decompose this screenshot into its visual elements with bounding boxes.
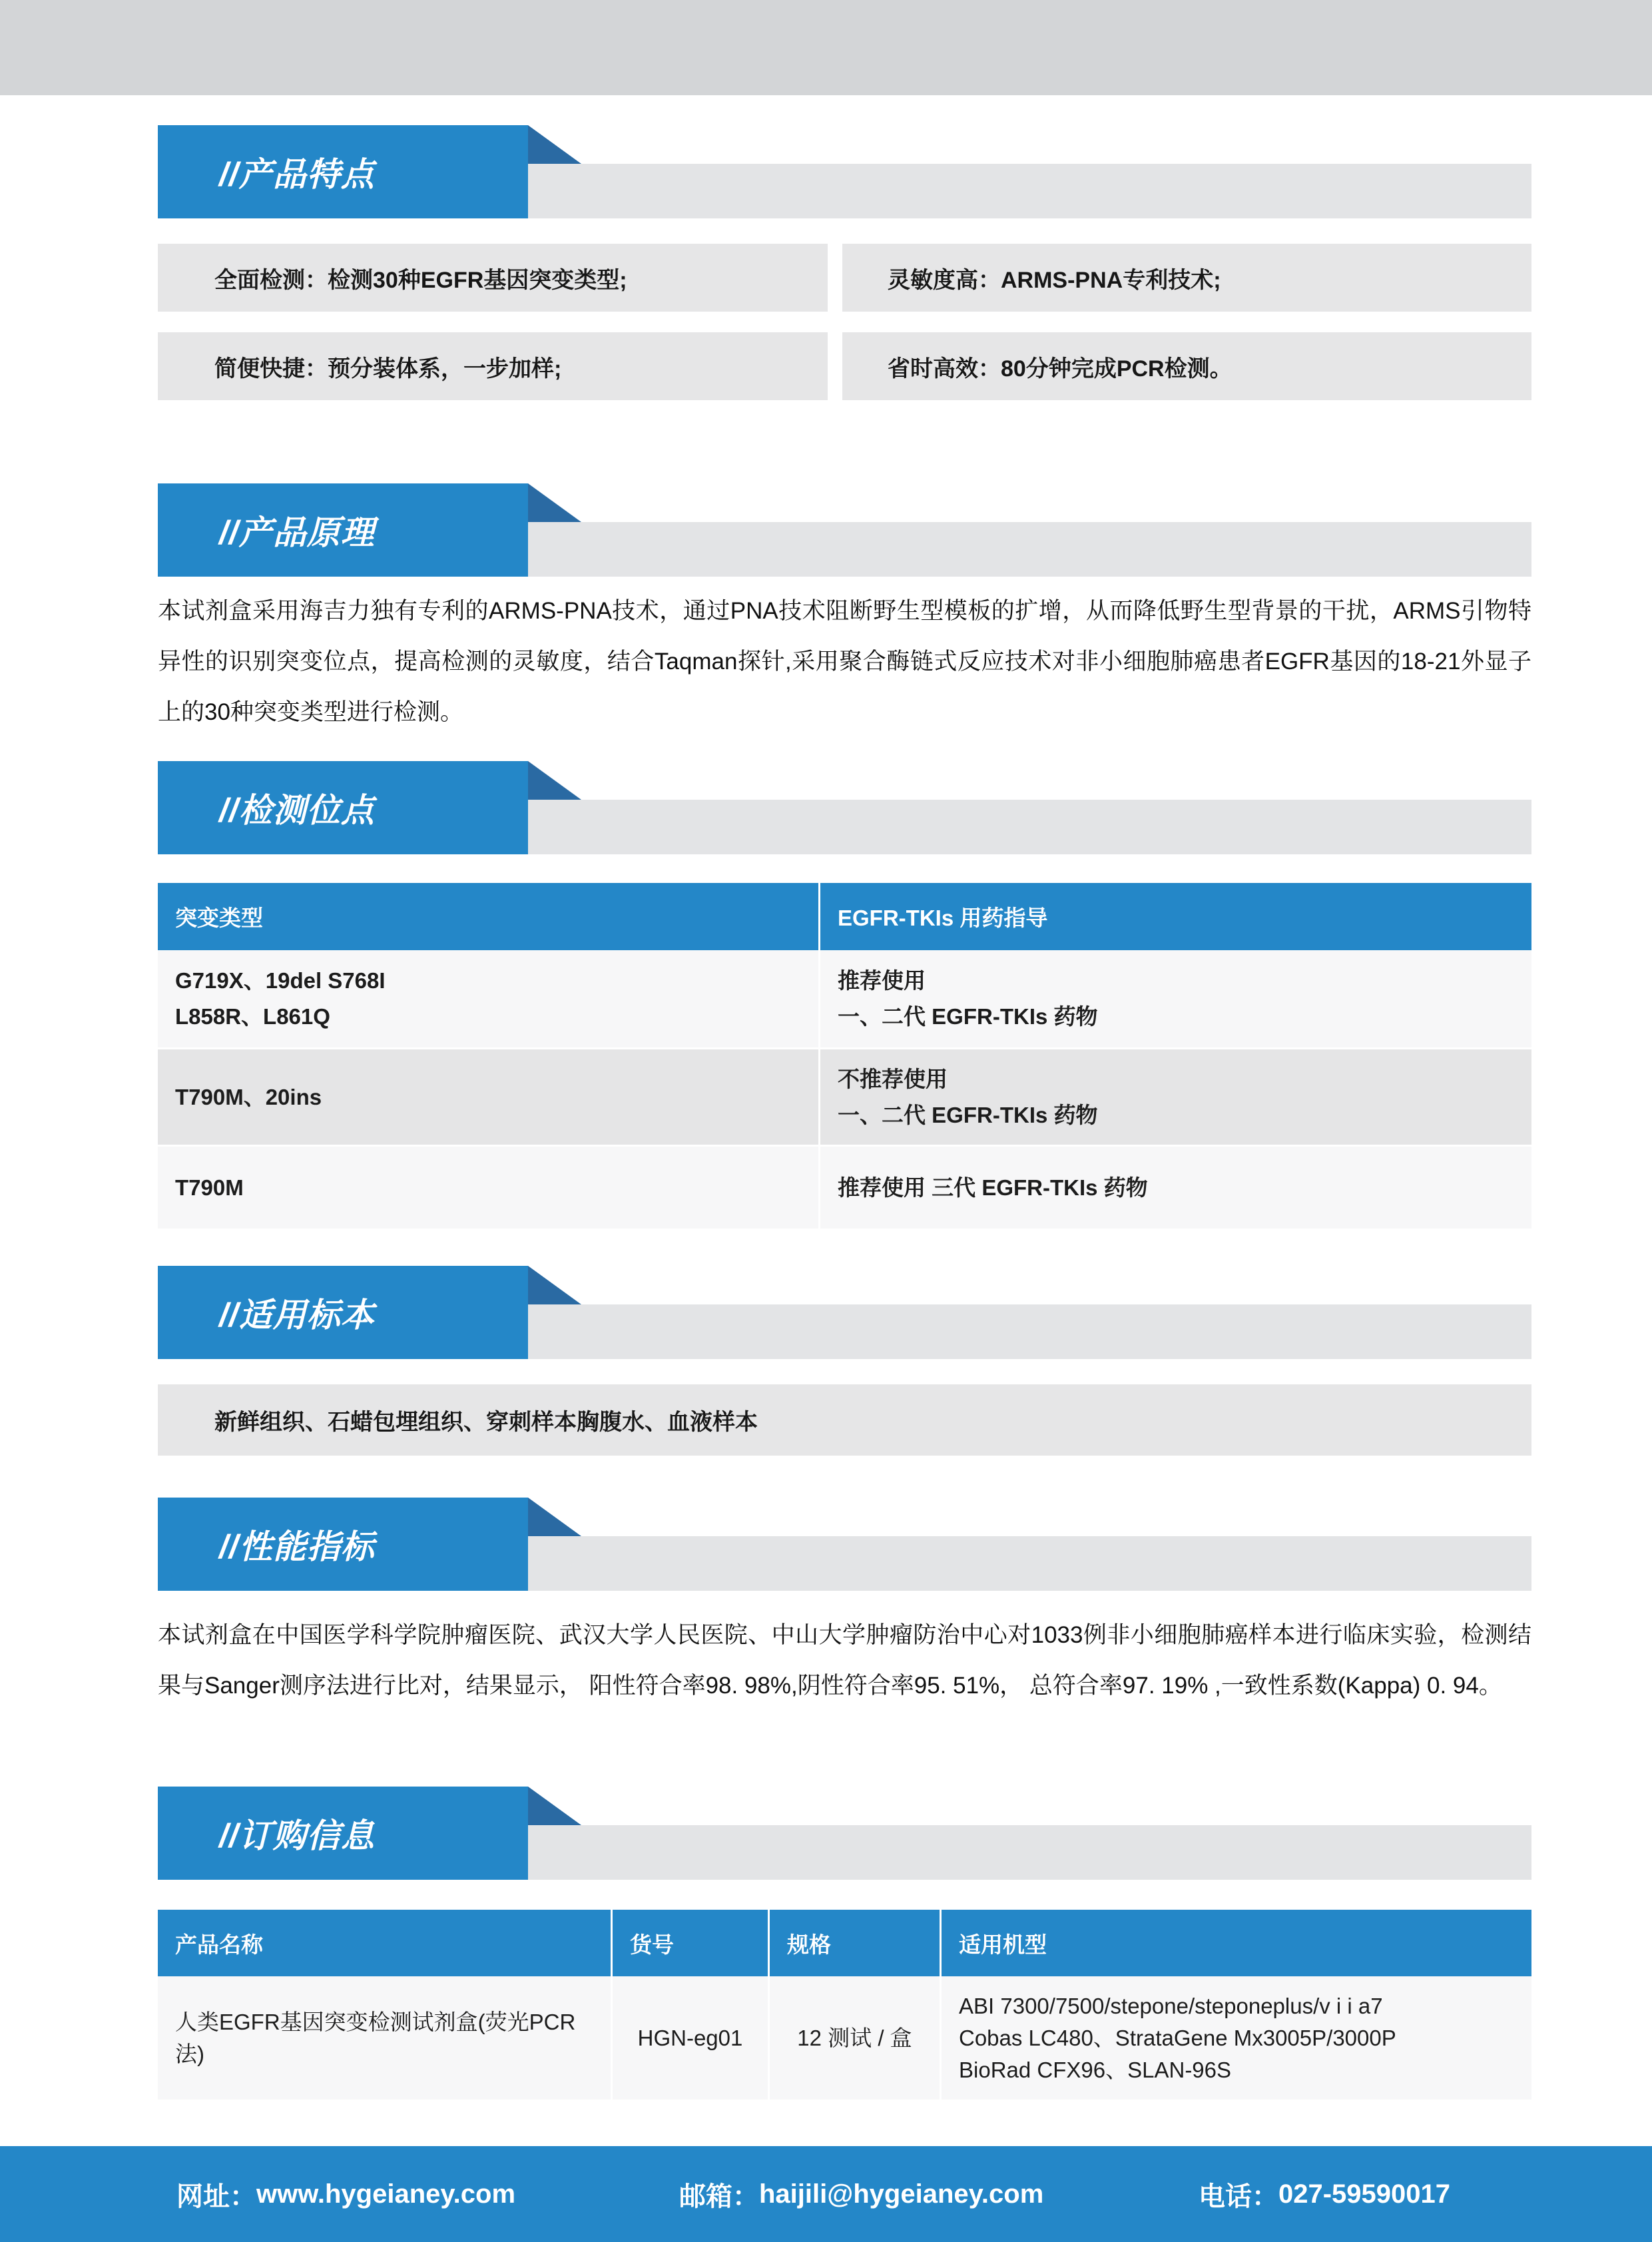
- feature-box-2: [842, 244, 1531, 312]
- section-header-bar: [528, 522, 1531, 577]
- section-header-bar: [528, 1304, 1531, 1359]
- column-header-label: EGFR-TKIs 用药指导: [838, 906, 1048, 930]
- order-cell-spec: [770, 1976, 940, 2100]
- section-header-bar: [528, 1536, 1531, 1591]
- email-label: 邮箱：: [679, 2181, 759, 2211]
- order-header-catalog: [613, 1910, 768, 1976]
- instrument-line: Cobas LC480、StrataGene Mx3005P/3000P: [959, 2025, 1396, 2050]
- column-header-label: 规格: [787, 1932, 831, 1957]
- phone-number: 027-59590017: [1278, 2179, 1451, 2209]
- guide-line: 一、二代 EGFR-TKIs 药物: [838, 1102, 1098, 1127]
- section-title: //检测位点: [219, 792, 375, 829]
- feature-box-1: [158, 244, 828, 312]
- banner-fold-corner: [528, 125, 581, 164]
- section-banner-ordering: [158, 1787, 528, 1880]
- order-cell-instruments: [942, 1976, 1531, 2100]
- table-row-cell-guide: [820, 1147, 1531, 1229]
- order-header-spec: [770, 1910, 940, 1976]
- column-header-label: 产品名称: [175, 1932, 263, 1957]
- table-row-cell-guide: [820, 950, 1531, 1047]
- table-row-cell-mutation: [158, 950, 818, 1047]
- order-header-product-name: [158, 1910, 611, 1976]
- guide-line: 一、二代 EGFR-TKIs 药物: [838, 1004, 1098, 1029]
- order-cell-catalog: [613, 1976, 768, 2100]
- instrument-line: BioRad CFX96、SLAN-96S: [959, 2057, 1232, 2082]
- section-header-bar: [528, 164, 1531, 218]
- performance-paragraph: 本试剂盒在中国医学科学院肿瘤医院、武汉大学人民医院、中山大学肿瘤防治中心对1033例非小细胞肺癌样本进行临床实验，检测结果与Sanger测序法进行比对，结果显示， 阳性符合率98. 98%,阴性符合率95. 51%， 总符合率97. 19% ,一致性系数(Kappa) 0. 94。: [158, 1622, 1531, 1699]
- website-label: 网址：: [176, 2181, 256, 2211]
- catalog-number: HGN-eg01: [637, 2025, 743, 2050]
- section-title: //订购信息: [219, 1817, 375, 1854]
- spec-value: 12 测试 / 盒: [797, 2025, 912, 2050]
- website-link[interactable]: www.hygeianey.com: [256, 2179, 516, 2209]
- order-cell-product-name: [158, 1976, 611, 2100]
- column-header-label: 突变类型: [175, 906, 263, 930]
- section-title: //性能指标: [219, 1528, 375, 1565]
- sites-table-header-mutation: [158, 883, 818, 950]
- mutation-line: G719X、19del S768I: [175, 968, 386, 993]
- section-header-bar: [528, 1825, 1531, 1880]
- feature-text: 简便快捷：预分装体系，一步加样;: [214, 356, 562, 382]
- top-gray-bar: [0, 0, 1652, 95]
- mutation-line: L858R、L861Q: [175, 1004, 330, 1029]
- feature-box-4: [842, 332, 1531, 400]
- feature-box-3: [158, 332, 828, 400]
- instrument-line: ABI 7300/7500/stepone/steponeplus/v i i a7: [959, 1993, 1383, 2018]
- mutation-line: T790M: [175, 1175, 244, 1200]
- section-banner-specimens: [158, 1266, 528, 1359]
- section-title: //产品特点: [219, 156, 375, 193]
- footer-email: [679, 2146, 1043, 2242]
- table-row-cell-mutation: [158, 1147, 818, 1229]
- footer-phone: [1199, 2146, 1450, 2242]
- banner-fold-corner: [528, 1787, 581, 1825]
- table-row-cell-guide: [820, 1049, 1531, 1145]
- guide-line: 推荐使用 三代 EGFR-TKIs 药物: [838, 1175, 1148, 1200]
- section-banner-principle: [158, 483, 528, 577]
- table-row-cell-mutation: [158, 1049, 818, 1145]
- section-banner-features: [158, 125, 528, 218]
- specimens-text: 新鲜组织、石蜡包埋组织、穿刺样本胸腹水、血液样本: [214, 1410, 758, 1435]
- specimens-box: [158, 1384, 1531, 1456]
- guide-line: 推荐使用: [838, 968, 926, 993]
- column-header-label: 货号: [630, 1932, 674, 1957]
- section-title: //产品原理: [219, 514, 375, 551]
- banner-fold-corner: [528, 483, 581, 522]
- section-banner-sites: [158, 761, 528, 854]
- footer-website: [176, 2146, 515, 2242]
- feature-text: 省时高效：80分钟完成PCR检测。: [888, 356, 1233, 382]
- feature-text: 灵敏度高：ARMS-PNA专利技术;: [888, 267, 1221, 293]
- order-header-instruments: [942, 1910, 1531, 1976]
- email-link[interactable]: haijili@hygeianey.com: [759, 2179, 1044, 2209]
- principle-paragraph: 本试剂盒采用海吉力独有专利的ARMS-PNA技术，通过PNA技术阻断野生型模板的扩增，从而降低野生型背景的干扰，ARMS引物特异性的识别突变位点，提高检测的灵敏度，结合Taqman探针,采用聚合酶链式反应技术对非小细胞肺癌患者EGFR基因的18-21外显子上的30种突变类型进行检测。: [158, 598, 1531, 725]
- banner-fold-corner: [528, 1498, 581, 1536]
- feature-text: 全面检测：检测30种EGFR基因突变类型;: [214, 267, 627, 293]
- banner-fold-corner: [528, 1266, 581, 1304]
- sites-table-header-guide: [820, 883, 1531, 950]
- section-title: //适用标本: [219, 1296, 375, 1334]
- phone-label: 电话：: [1199, 2181, 1278, 2211]
- section-header-bar: [528, 800, 1531, 854]
- product-name: 人类EGFR基因突变检测试剂盒(荧光PCR法): [175, 2009, 576, 2066]
- banner-fold-corner: [528, 761, 581, 800]
- mutation-line: T790M、20ins: [175, 1084, 322, 1109]
- guide-line: 不推荐使用: [838, 1066, 948, 1091]
- column-header-label: 适用机型: [959, 1932, 1047, 1957]
- footer-bar: [0, 2146, 1652, 2242]
- section-banner-performance: [158, 1498, 528, 1591]
